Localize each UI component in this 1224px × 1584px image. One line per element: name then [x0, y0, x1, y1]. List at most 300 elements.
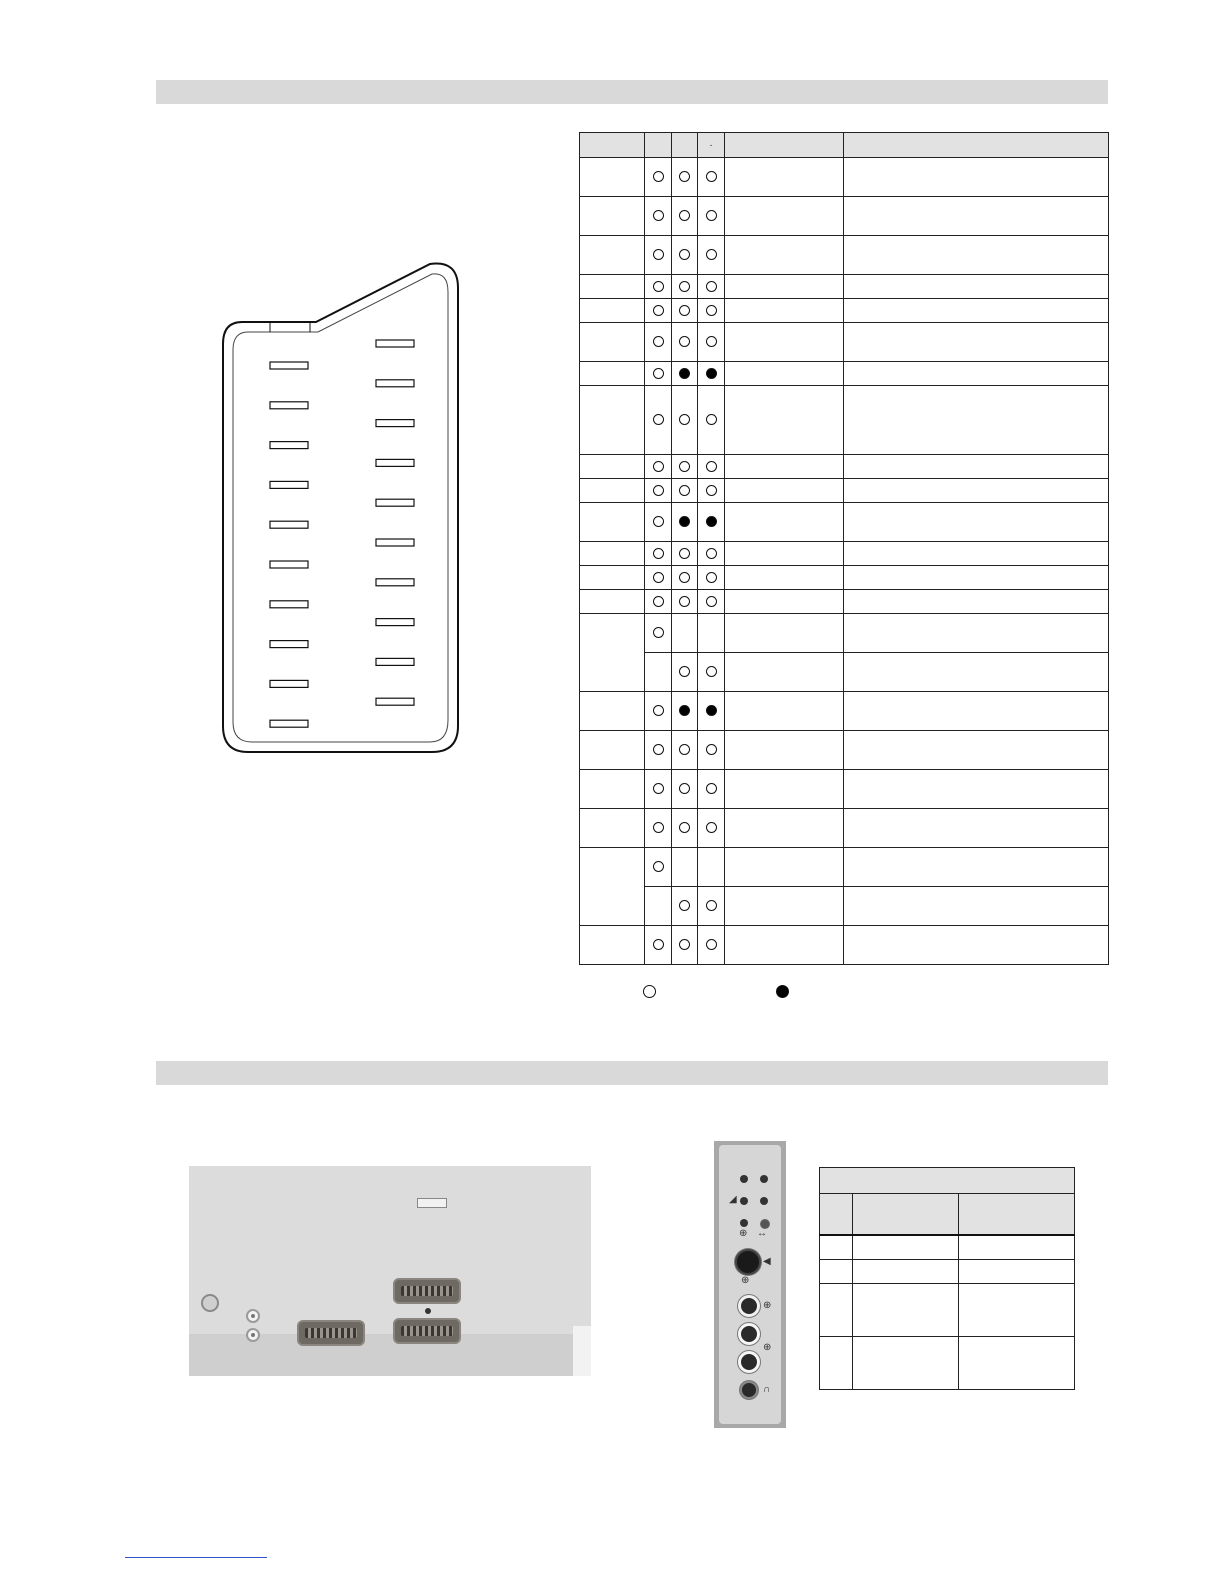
table-row	[580, 653, 1109, 692]
side-row-no	[820, 1336, 853, 1389]
table-row	[580, 479, 1109, 503]
open-circle-icon	[653, 336, 664, 347]
level-cell	[844, 299, 1109, 323]
filled-circle-icon	[706, 516, 717, 527]
antenna-input-icon[interactable]	[201, 1294, 219, 1312]
open-circle-icon	[679, 249, 690, 260]
signal-cell	[725, 455, 844, 479]
level-cell	[844, 197, 1109, 236]
mode-3-cell	[698, 731, 725, 770]
side-table-title-row	[820, 1168, 1075, 1194]
mode-1-cell	[645, 848, 672, 887]
open-circle-icon	[706, 900, 717, 911]
mode-1-cell	[645, 455, 672, 479]
open-circle-icon	[706, 414, 717, 425]
table-row	[580, 197, 1109, 236]
mode-3-cell	[698, 236, 725, 275]
scart-pin-slot	[376, 380, 414, 387]
pin-number	[580, 503, 645, 542]
level-cell	[844, 386, 1109, 455]
pin-number	[580, 566, 645, 590]
scart-pin-slot	[270, 561, 308, 568]
mode-2-cell	[672, 848, 698, 887]
mode-1-cell	[645, 275, 672, 299]
open-circle-icon	[706, 461, 717, 472]
table-row	[580, 275, 1109, 299]
side-table-title	[820, 1168, 1075, 1194]
rear-corner	[573, 1326, 591, 1376]
header-signal	[725, 133, 844, 158]
s-video-jack[interactable]	[735, 1249, 761, 1275]
open-circle-icon	[679, 666, 690, 677]
open-circle-icon	[706, 305, 717, 316]
level-cell	[844, 809, 1109, 848]
signal-cell	[725, 323, 844, 362]
header-mode-1	[645, 133, 672, 158]
pin-number	[580, 590, 645, 614]
open-circle-icon	[653, 305, 664, 316]
level-cell	[844, 323, 1109, 362]
open-circle-icon	[706, 485, 717, 496]
mode-1-cell	[645, 566, 672, 590]
mode-3-cell	[698, 590, 725, 614]
scart-pin-slot	[270, 442, 308, 449]
open-circle-icon	[653, 548, 664, 559]
open-circle-icon	[679, 900, 690, 911]
mode-3-cell	[698, 158, 725, 197]
open-circle-icon	[653, 939, 664, 950]
pin-number	[580, 614, 645, 692]
pin-number	[580, 299, 645, 323]
open-circle-icon	[653, 627, 664, 638]
mode-2-cell	[672, 362, 698, 386]
signal-cell	[725, 614, 844, 653]
signal-cell	[725, 386, 844, 455]
signal-cell	[725, 692, 844, 731]
scart-pin-slot	[270, 402, 308, 409]
pin-number	[580, 455, 645, 479]
mode-1-cell	[645, 479, 672, 503]
mode-3-cell	[698, 848, 725, 887]
table-row	[580, 362, 1109, 386]
pin-number	[580, 386, 645, 455]
scart-pin-slot	[270, 521, 308, 528]
side-header-desc	[959, 1194, 1075, 1236]
table-row	[580, 323, 1109, 362]
mode-3-cell	[698, 362, 725, 386]
mode-1-cell	[645, 362, 672, 386]
side-row-item	[853, 1336, 959, 1389]
rear-label-tab	[417, 1198, 447, 1208]
level-cell	[844, 158, 1109, 197]
mode-2-cell	[672, 653, 698, 692]
mode-3-cell	[698, 653, 725, 692]
signal-cell	[725, 299, 844, 323]
video-input-icon: ⊕	[741, 1275, 750, 1286]
audio-left-jack[interactable]	[738, 1323, 760, 1345]
open-circle-icon	[653, 171, 664, 182]
mode-2-cell	[672, 299, 698, 323]
pin-number	[580, 362, 645, 386]
mode-1-cell	[645, 386, 672, 455]
scart-pin-slot	[376, 579, 414, 586]
mode-3-cell	[698, 692, 725, 731]
level-cell	[844, 455, 1109, 479]
level-cell	[844, 479, 1109, 503]
pin-number	[580, 731, 645, 770]
mode-2-cell	[672, 236, 698, 275]
open-circle-icon	[679, 461, 690, 472]
mode-3-cell	[698, 455, 725, 479]
signal-cell	[725, 590, 844, 614]
open-circle-icon	[706, 210, 717, 221]
mode-3-cell	[698, 386, 725, 455]
scart-pin-slot	[376, 420, 414, 427]
table-row	[820, 1235, 1075, 1259]
filled-circle-icon	[706, 368, 717, 379]
mode-2-cell	[672, 926, 698, 965]
level-cell	[844, 362, 1109, 386]
mode-3-cell	[698, 479, 725, 503]
mode-2-cell	[672, 887, 698, 926]
mode-3-cell	[698, 926, 725, 965]
signal-cell	[725, 926, 844, 965]
level-cell	[844, 275, 1109, 299]
footer-link-underline[interactable]	[125, 1557, 267, 1558]
open-circle-icon	[653, 705, 664, 716]
button-dot[interactable]	[760, 1197, 768, 1205]
scart-pin-slot	[270, 720, 308, 727]
scart-pin-slot	[376, 619, 414, 626]
pin-number	[580, 275, 645, 299]
open-circle-icon	[706, 744, 717, 755]
signal-cell	[725, 809, 844, 848]
level-cell	[844, 566, 1109, 590]
pin-number	[580, 158, 645, 197]
mode-1-cell	[645, 809, 672, 848]
mode-2-cell	[672, 614, 698, 653]
signal-cell	[725, 236, 844, 275]
open-circle-icon	[679, 548, 690, 559]
mode-1-cell	[645, 590, 672, 614]
scart-pin-slot	[270, 362, 308, 369]
input-arrow-icon: ⊕	[763, 1300, 772, 1311]
table-row	[580, 809, 1109, 848]
pin-number	[580, 197, 645, 236]
volume-icon: ◢	[729, 1194, 737, 1205]
open-circle-icon	[653, 485, 664, 496]
open-circle-icon	[706, 336, 717, 347]
pin-number	[580, 926, 645, 965]
mode-1-cell	[645, 542, 672, 566]
indicator-dot	[425, 1308, 431, 1314]
mode-2-cell	[672, 731, 698, 770]
open-circle-icon	[679, 783, 690, 794]
level-cell	[844, 590, 1109, 614]
scart-pin-slot	[376, 459, 414, 466]
table-row	[580, 158, 1109, 197]
side-table-header-row	[820, 1194, 1075, 1236]
open-circle-icon	[679, 336, 690, 347]
open-circle-icon	[679, 822, 690, 833]
section-header-bar	[156, 80, 1108, 104]
button-dot[interactable]	[760, 1175, 768, 1183]
level-cell	[844, 236, 1109, 275]
signal-cell	[725, 158, 844, 197]
s-video-icon: ◀	[763, 1256, 771, 1267]
scart-pin-slot	[270, 641, 308, 648]
level-cell	[844, 770, 1109, 809]
mode-2-cell	[672, 158, 698, 197]
open-circle-icon	[653, 210, 664, 221]
open-circle-icon	[679, 281, 690, 292]
header-level	[844, 133, 1109, 158]
filled-circle-icon	[679, 705, 690, 716]
table-row	[580, 566, 1109, 590]
pin-number	[580, 479, 645, 503]
open-circle-icon	[679, 305, 690, 316]
mode-1-cell	[645, 692, 672, 731]
level-cell	[844, 503, 1109, 542]
mode-1-cell	[645, 236, 672, 275]
mode-1-cell	[645, 614, 672, 653]
headphone-icon: ∩	[763, 1384, 771, 1395]
scart-pin-slot	[376, 698, 414, 705]
signal-cell	[725, 653, 844, 692]
legend	[643, 985, 793, 1001]
mode-3-cell	[698, 566, 725, 590]
signal-cell	[725, 362, 844, 386]
open-circle-icon	[653, 461, 664, 472]
open-circle-icon	[653, 596, 664, 607]
mode-2-cell	[672, 479, 698, 503]
level-cell	[844, 731, 1109, 770]
side-row-desc	[959, 1235, 1075, 1259]
mode-2-cell	[672, 275, 698, 299]
signal-cell	[725, 197, 844, 236]
open-circle-icon	[706, 939, 717, 950]
open-circle-icon	[706, 249, 717, 260]
level-cell	[844, 887, 1109, 926]
open-circle-icon	[706, 171, 717, 182]
open-circle-icon	[653, 516, 664, 527]
signal-cell	[725, 848, 844, 887]
filled-circle-icon	[706, 705, 717, 716]
side-header-no	[820, 1194, 853, 1236]
scart-pin-slot	[376, 340, 414, 347]
open-circle-icon	[653, 249, 664, 260]
mode-1-cell	[645, 653, 672, 692]
av-input-icon: ⊕	[739, 1228, 748, 1239]
side-panel-photo	[714, 1141, 786, 1428]
side-connector-table	[819, 1167, 1075, 1390]
mode-3-cell	[698, 197, 725, 236]
open-circle-icon	[653, 744, 664, 755]
button-dot[interactable]	[740, 1197, 748, 1205]
side-row-no	[820, 1259, 853, 1283]
mode-1-cell	[645, 926, 672, 965]
audio-right-jack[interactable]	[738, 1351, 760, 1373]
button-dot[interactable]	[740, 1219, 748, 1227]
level-cell	[844, 614, 1109, 653]
open-circle-icon	[706, 548, 717, 559]
open-circle-icon	[653, 414, 664, 425]
scart-socket-3[interactable]	[393, 1318, 461, 1344]
mode-2-cell	[672, 323, 698, 362]
table-row	[580, 236, 1109, 275]
level-cell	[844, 848, 1109, 887]
mode-2-cell	[672, 503, 698, 542]
filled-circle-icon	[679, 516, 690, 527]
open-circle-icon	[679, 572, 690, 583]
open-circle-icon	[679, 414, 690, 425]
side-row-desc	[959, 1259, 1075, 1283]
side-row-no	[820, 1283, 853, 1336]
mode-2-cell	[672, 455, 698, 479]
button-dot[interactable]	[740, 1175, 748, 1183]
mode-1-cell	[645, 323, 672, 362]
mode-1-cell	[645, 503, 672, 542]
side-panel-face	[719, 1145, 781, 1424]
table-row	[580, 542, 1109, 566]
open-circle-icon	[653, 368, 664, 379]
mode-1-cell	[645, 887, 672, 926]
mode-2-cell	[672, 770, 698, 809]
header-mode-2	[672, 133, 698, 158]
pin-number	[580, 809, 645, 848]
mode-3-cell	[698, 887, 725, 926]
mode-1-cell	[645, 197, 672, 236]
open-circle-icon	[706, 281, 717, 292]
open-circle-icon	[653, 572, 664, 583]
table-row	[820, 1336, 1075, 1389]
open-circle-icon	[679, 485, 690, 496]
table-row	[580, 299, 1109, 323]
table-row	[820, 1259, 1075, 1283]
mode-1-cell	[645, 731, 672, 770]
scart-socket-2[interactable]	[393, 1278, 461, 1304]
table-row	[580, 770, 1109, 809]
mode-3-cell	[698, 299, 725, 323]
signal-cell	[725, 503, 844, 542]
table-row	[580, 887, 1109, 926]
mode-3-cell	[698, 275, 725, 299]
side-row-item	[853, 1235, 959, 1259]
mode-1-cell	[645, 770, 672, 809]
mode-3-cell	[698, 809, 725, 848]
open-circle-icon	[679, 939, 690, 950]
table-row	[580, 731, 1109, 770]
side-row-desc	[959, 1283, 1075, 1336]
header-mode-3: ·	[698, 133, 725, 158]
scart-pin-slot	[270, 680, 308, 687]
open-circle-icon	[653, 281, 664, 292]
table-row	[580, 590, 1109, 614]
open-circle-icon	[706, 822, 717, 833]
mode-2-cell	[672, 566, 698, 590]
header-pin	[580, 133, 645, 158]
open-circle-icon	[679, 744, 690, 755]
pin-number	[580, 323, 645, 362]
mode-2-cell	[672, 386, 698, 455]
table-row	[580, 386, 1109, 455]
mode-1-cell	[645, 299, 672, 323]
table-row	[580, 926, 1109, 965]
signal-cell	[725, 275, 844, 299]
signal-cell	[725, 731, 844, 770]
table-row	[580, 848, 1109, 887]
section-header-bar	[156, 1061, 1108, 1085]
scart-pin-slot	[270, 601, 308, 608]
open-circle-icon	[706, 666, 717, 677]
mode-3-cell	[698, 323, 725, 362]
open-circle-icon	[679, 210, 690, 221]
filled-circle-icon	[776, 985, 789, 998]
open-circle-icon	[643, 985, 656, 998]
open-circle-icon	[679, 596, 690, 607]
mode-1-cell	[645, 158, 672, 197]
mode-2-cell	[672, 197, 698, 236]
mode-3-cell	[698, 614, 725, 653]
signal-cell	[725, 479, 844, 503]
rca-jack-top[interactable]	[246, 1309, 260, 1323]
table-row	[580, 692, 1109, 731]
scart-socket-1[interactable]	[297, 1320, 365, 1346]
signal-cell	[725, 887, 844, 926]
level-cell	[844, 926, 1109, 965]
scart-pin-slot	[376, 539, 414, 546]
open-circle-icon	[706, 596, 717, 607]
headphone-jack[interactable]	[740, 1381, 758, 1399]
audio-input-icon: ⊕	[763, 1342, 772, 1353]
side-row-no	[820, 1235, 853, 1259]
side-row-item	[853, 1259, 959, 1283]
open-circle-icon	[706, 572, 717, 583]
table-row	[580, 503, 1109, 542]
rca-jack-bottom[interactable]	[246, 1328, 260, 1342]
signal-cell	[725, 542, 844, 566]
level-cell	[844, 692, 1109, 731]
table-header-row	[580, 133, 1109, 158]
level-cell	[844, 542, 1109, 566]
mode-3-cell	[698, 542, 725, 566]
open-circle-icon	[679, 171, 690, 182]
side-row-desc	[959, 1336, 1075, 1389]
pin-number	[580, 848, 645, 926]
table-row	[580, 455, 1109, 479]
open-circle-icon	[706, 783, 717, 794]
scart-pin-slot	[270, 481, 308, 488]
mode-2-cell	[672, 542, 698, 566]
mode-3-cell	[698, 770, 725, 809]
pin-number	[580, 770, 645, 809]
open-circle-icon	[653, 861, 664, 872]
scart-pin-slot	[376, 658, 414, 665]
filled-circle-icon	[679, 368, 690, 379]
pin-number	[580, 692, 645, 731]
open-circle-icon	[653, 822, 664, 833]
pin-number	[580, 236, 645, 275]
side-header-item	[853, 1194, 959, 1236]
video-rca-jack[interactable]	[738, 1295, 760, 1317]
level-cell	[844, 653, 1109, 692]
scart-pin-slot	[376, 499, 414, 506]
signal-cell	[725, 566, 844, 590]
signal-cell	[725, 770, 844, 809]
table-row	[580, 614, 1109, 653]
table-row	[820, 1283, 1075, 1336]
program-arrows-icon: ↔	[757, 1228, 767, 1239]
